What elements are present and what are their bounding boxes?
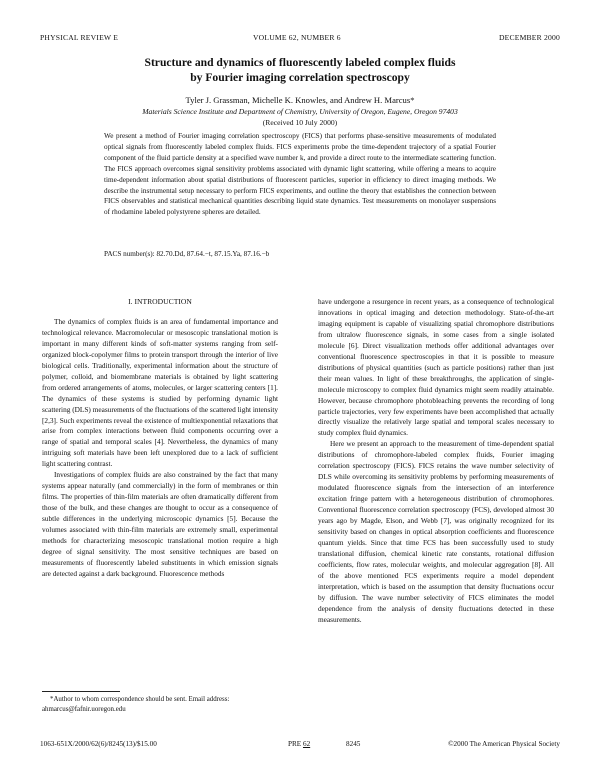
paper-title [40,55,560,85]
footer-pre-label: PRE [288,740,302,748]
footnote: *Author to whom correspondence should be sent. Email address: ahmarcus@fafnir.uoregon.edu [42,696,230,713]
right-column [318,297,554,626]
received-date: (Received 10 July 2000) [262,118,338,127]
volume-number: VOLUME 62, NUMBER 6 [253,33,341,42]
page-number: 8245 [346,740,361,748]
affiliation: Materials Science Institute and Department of Chemistry, University of Oregon, Eugene, Oregon 97403 [142,107,458,116]
right-paragraph-2: Here we present an approach to the measurement of time-dependent spatial distributions of chromophore-labeled complex fluids, Fourier imaging correlation spectroscopy (FICS). FICS retains the wave number selectivity of DLS while overcoming its sensitivity problems by performing measurements of modulated fluorescence signals from the intersection of an interference excitation fringe pattern with a heterogeneous distribution of chromophores. Conventional fluorescence correlation spectroscopy (FCS), developed almost 30 years ago by Magde, Elson, and Webb [7], was originally recognized for its sensitivity based on changes in optical absorption coefficients and fluorescence quantum yields. Since that time FCS has been successfully used to study translational diffusion, chemical kinetic rate constants, rotational diffusion coefficients, flow rates, molecular weights, and molecular aggregation [8]. All of the above mentioned FCS experiments require a model dependent interpretation, which is based on the assumption that density fluctuations occur by diffusion. The wave number selectivity of FICS eliminates the model dependence from the analysis of density fluctuations detected in these measurements. [318,439,554,624]
title-line-2: by Fourier imaging correlation spectroscopy [190,71,410,84]
left-column [42,297,278,580]
copyright: ©2000 The American Physical Society [448,740,560,748]
footer-code: 1063-651X/2000/62(6)/8245(13)/$15.00 [40,740,157,748]
author-list: Tyler J. Grassman, Michelle K. Knowles, and Andrew H. Marcus* [185,95,415,105]
left-paragraph-1: The dynamics of complex fluids is an area of fundamental importance and technological relevance. Macromolecular or mesoscopic translational motion is important in many different kinds of soft-matter systems ranging from self-organized block-copolymer films to protein transport through the interior of live biological cells. Traditionally, experimental information about the structure of polymer, colloid, and biomembrane materials is obtained by light scattering from ordered arrangements of atoms, molecules, or larger scattering centers [1]. The dynamics of these systems is studied by performing dynamic light scattering (DLS) measurements of the fluctuations of the scattered light intensity [2,3]. Such experiments reveal the existence of multiexponential relaxations that arise from complex interactions between fluid components occurring over a range of spatial and temporal scales [4]. Nevertheless, the dynamics of many intriguing soft materials have been left unexplored due to a lack of sufficient light scattering contrast. [42,316,278,469]
issue-date: DECEMBER 2000 [498,33,560,42]
abstract: We present a method of Fourier imaging correlation spectroscopy (FICS) that performs phase-sensitive measurements of modulated optical signals from fluorescently labeled complex fluids. FICS experiments probe the time-dependent trajectory of a spatial Fourier component of the fluid particle density at a specified wave number k, and provide a direct route to the intermediate scattering function. The FICS approach overcomes signal sensitivity problems associated with dynamic light scattering, while offering a means to acquire time-dependent information about spatial distributions of fluorescent particles, superior in efficiency to direct imaging methods. We describe the instrumental setup necessary to perform FICS experiments, and outline the theory that establishes the connection between FICS observables and statistical mechanical quantities describing liquid state dynamics. Test measurements on monolayer suspensions of rhodamine labeled polystyrene spheres are detailed. [104,132,496,217]
footer-journal-ref [288,740,310,748]
footer-pre-volume: 62 [302,740,311,748]
left-paragraph-2: Investigations of complex fluids are also constrained by the fact that many systems appear naturally (and commercially) in the form of membranes or thin films. The properties of thin-film materials are often dramatically different from those of the bulk, and these changes are thought to occur as a consequence of subtle differences in the underlying microscopic dynamics [5]. Because the volumes associated with thin-film materials are extremely small, experimental methods for characterizing mesoscopic translational motion require a high degree of signal sensitivity. The most sensitive techniques are based on measurements of fluorescently labeled substituents in which emission signals are detected against a dark background. Fluorescence methods [42,470,278,578]
title-line-1: Structure and dynamics of fluorescently labeled complex fluids [144,56,456,69]
footnote-rule [42,691,120,692]
right-paragraph-1: have undergone a resurgence in recent years, as a consequence of technological innovations in optical imaging and detection methodology. State-of-the-art imaging equipment is capable of visualizing spatial chromophore distributions from ultralow fluorescence signals, in some cases from a single isolated molecule [6]. Direct visualization methods offer additional advantages over conventional fluorescence spectroscopies in that it is possible to measure distributions of physical quantities (such as particle positions) rather than just their mean values. In light of these breakthroughs, the application of single-molecule microscopy to complex fluid dynamics might seem readily attainable. However, because chromophore photobleaching prevents the recording of long particle trajectories, very few experiments have been accomplished that actually directly visualize the relatively large spatial and temporal scales necessary to study complex fluid dynamics. [318,297,554,438]
section-heading: I. INTRODUCTION [128,297,192,306]
journal-name: PHYSICAL REVIEW E [40,33,119,42]
pacs-numbers: PACS number(s): 82.70.Dd, 87.64.−t, 87.15.Ya, 87.16.−b [104,250,270,258]
